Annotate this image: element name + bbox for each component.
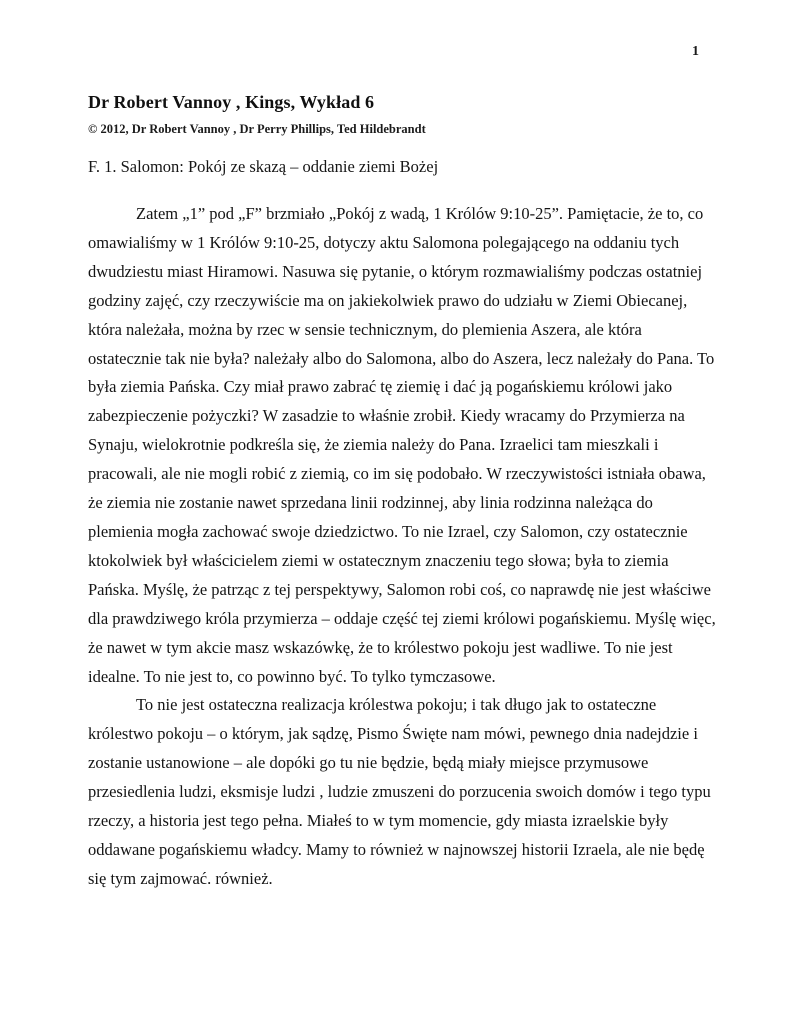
section-heading: F. 1. Salomon: Pokój ze skazą – oddanie ziemi Bożej — [88, 157, 439, 176]
paragraph-2: To nie jest ostateczna realizacja królestwa pokoju; i tak długo jak to ostateczne królestwo pokoju – o którym, jak sądzę, Pismo Święte nam mówi, pewnego dnia nadejdzie i zostanie ustanowione – ale dopóki go tu nie będzie, będą miały miejsce przymusowe przesiedlenia ludzi, eksmisje ludzi , ludzie zmuszeni do porzucenia swoich domów i tego typu rzeczy, a historia jest tego pełna. Miałeś to w tym momencie, gdy miasta izraelskie były oddawane pogańskiemu władcy. Mamy to również w najnowszej historii Izraela, ale nie będę się tym zajmować. również. — [88, 695, 711, 888]
page-number: 1 — [692, 44, 699, 59]
copyright-line: © 2012, Dr Robert Vannoy , Dr Perry Phillips, Ted Hildebrandt — [88, 122, 426, 136]
document-title: Dr Robert Vannoy , Kings, Wykład 6 — [88, 92, 375, 112]
paragraph-1: Zatem „1” pod „F” brzmiało „Pokój z wadą, 1 Królów 9:10-25”. Pamiętacie, że to, co omawialiśmy w 1 Królów 9:10-25, dotyczy aktu Salomona polegającego na oddaniu tych dwudziestu miast Hiramowi. Nasuwa się pytanie, o którym rozmawialiśmy podczas ostatniej godziny zajęć, czy rzeczywiście ma on jakiekolwiek prawo do udziału w Ziemi Obiecanej, która należała, można by rzec w sensie technicznym, do plemienia Aszera, ale która ostatecznie tak nie była? należały albo do Salomona, albo do Aszera, lecz należały do Pana. To była ziemia Pańska. Czy miał prawo zabrać tę ziemię i dać ją pogańskiemu królowi jako zabezpieczenie pożyczki? W zasadzie to właśnie zrobił. Kiedy wracamy do Przymierza na Synaju, wielokrotnie podkreśla się, że ziemia należy do Pana. Izraelici tam mieszkali i pracowali, ale nie mogli robić z ziemią, co im się podobało. W rzeczywistości istniała obawa, że ziemia nie zostanie nawet sprzedana linii rodzinnej, aby linia rodzinna należąca do plemienia mogła zachować swoje dziedzictwo. To nie Izrael, czy Salomon, czy ostatecznie ktokolwiek był właścicielem ziemi w ostatecznym znaczeniu tego słowa; była to ziemia Pańska. Myślę, że patrząc z tej perspektywy, Salomon robi coś, co naprawdę nie jest właściwe dla prawdziwego króla przymierza – oddaje część tej ziemi królowi pogańskiemu. Myślę więc, że nawet w tym akcie masz wskazówkę, że to królestwo pokoju jest wadliwe. To nie jest idealne. To nie jest to, co powinno być. To tylko tymczasowe. — [88, 204, 716, 686]
document-content — [88, 92, 716, 894]
